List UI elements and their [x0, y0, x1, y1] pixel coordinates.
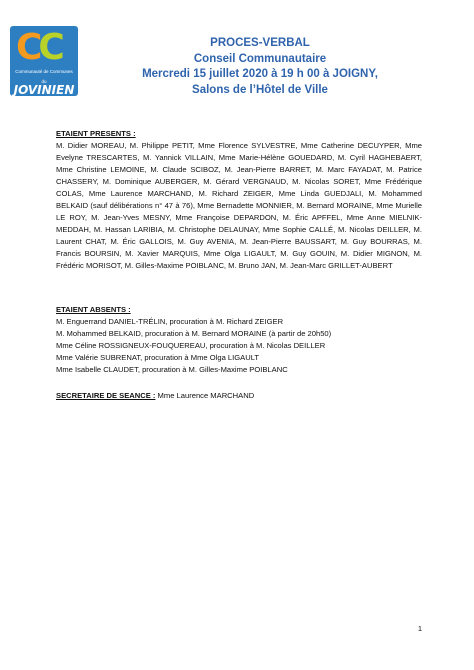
secretary-name: Mme Laurence MARCHAND	[155, 391, 255, 400]
organization-logo	[10, 26, 78, 102]
presents-heading: ETAIENT PRESENTS :	[56, 129, 136, 138]
absent-entry: Mme Isabelle CLAUDET, procuration à M. Gilles-Maxime POIBLANC	[56, 365, 288, 374]
logo-letter-green: C	[38, 27, 61, 68]
title-line-2: Conseil Communautaire	[193, 52, 327, 65]
absent-entry: M. Enguerrand DANIEL-TRÉLIN, procuration à M. Richard ZEIGER	[56, 317, 284, 326]
absents-heading: ETAIENT ABSENTS :	[56, 305, 131, 314]
title-line-1: PROCES-VERBAL	[210, 37, 310, 49]
logo-subtitle: Communauté de Communes	[15, 69, 73, 74]
logo-du: du	[41, 79, 47, 84]
secretary-label: SECRETAIRE DE SEANCE :	[56, 391, 156, 400]
logo-name: JOVINIEN	[13, 83, 75, 97]
presents-section	[56, 128, 422, 272]
secretary-section	[56, 390, 422, 402]
logo-letter-orange: C	[16, 27, 39, 68]
absent-entry: Mme Valérie SUBRENAT, procuration à Mme Olga LIGAULT	[56, 353, 259, 362]
absents-section	[56, 304, 422, 376]
absent-entry: Mme Céline ROSSIGNEUX-FOUQUEREAU, procuration à M. Nicolas DEILLER	[56, 341, 326, 350]
document-title	[110, 36, 410, 98]
logo-letters	[16, 27, 61, 68]
title-line-4: Salons de l’Hôtel de Ville	[192, 83, 328, 96]
page-number: 1	[417, 624, 422, 633]
presents-list: M. Didier MOREAU, M. Philippe PETIT, Mme Florence SYLVESTRE, Mme Catherine DECUYPER, Mme Evelyne TRESCARTES, M. Yannick VILLAIN, Mme Marie-Hélène GOUEDARD, M. Cyril HAGHEBAERT, Mme Christine LEMOINE, M. Claude SCIBOZ, M. Jean-Pierre BARRET, M. Marc FAYADAT, M. Patrice CHASSERY, M. Dominique AUBERGER, M. Gérard VERGNAUD, M. Nicolas SORET, Mme Frédérique COLAS, Mme Laurence MARCHAND, M. Richard ZEIGER, Mme Linda GUEDJALI, M. Mohammed BELKAID (sauf délibérations n° 47 à 76), Mme Bernadette MONNIER, M. Bernard MORAINE, Mme Murielle LE ROY, M. Jean-Yves MESNY, Mme Françoise DEPARDON, M. Éric APFFEL, Mme Anne MIELNIK-MEDDAH, M. Hassan LARIBIA, M. Christophe DELAUNAY, Mme Sophie CALLÉ, M. Nicolas DEILLER, M. Laurent CHAT, M. Éric GALLOIS, M. Guy AVENIA, M. Jean-Pierre BAUSSART, M. Guy BOURRAS, M. Francis BOURSIN, M. Xavier MARQUIS, Mme Olga LIGAULT, M. Guy GOUIN, M. Didier MIGNON, M. Frédéric MORISOT, M. Gilles-Maxime POIBLANC, M. Bruno JAN, M. Jean-Marc GRILLET-AUBERT	[56, 141, 422, 270]
title-line-3: Mercredi 15 juillet 2020 à 19 h 00 à JOIGNY,	[142, 68, 378, 80]
absent-entry: M. Mohammed BELKAID, procuration à M. Bernard MORAINE (à partir de 20h50)	[56, 329, 332, 338]
